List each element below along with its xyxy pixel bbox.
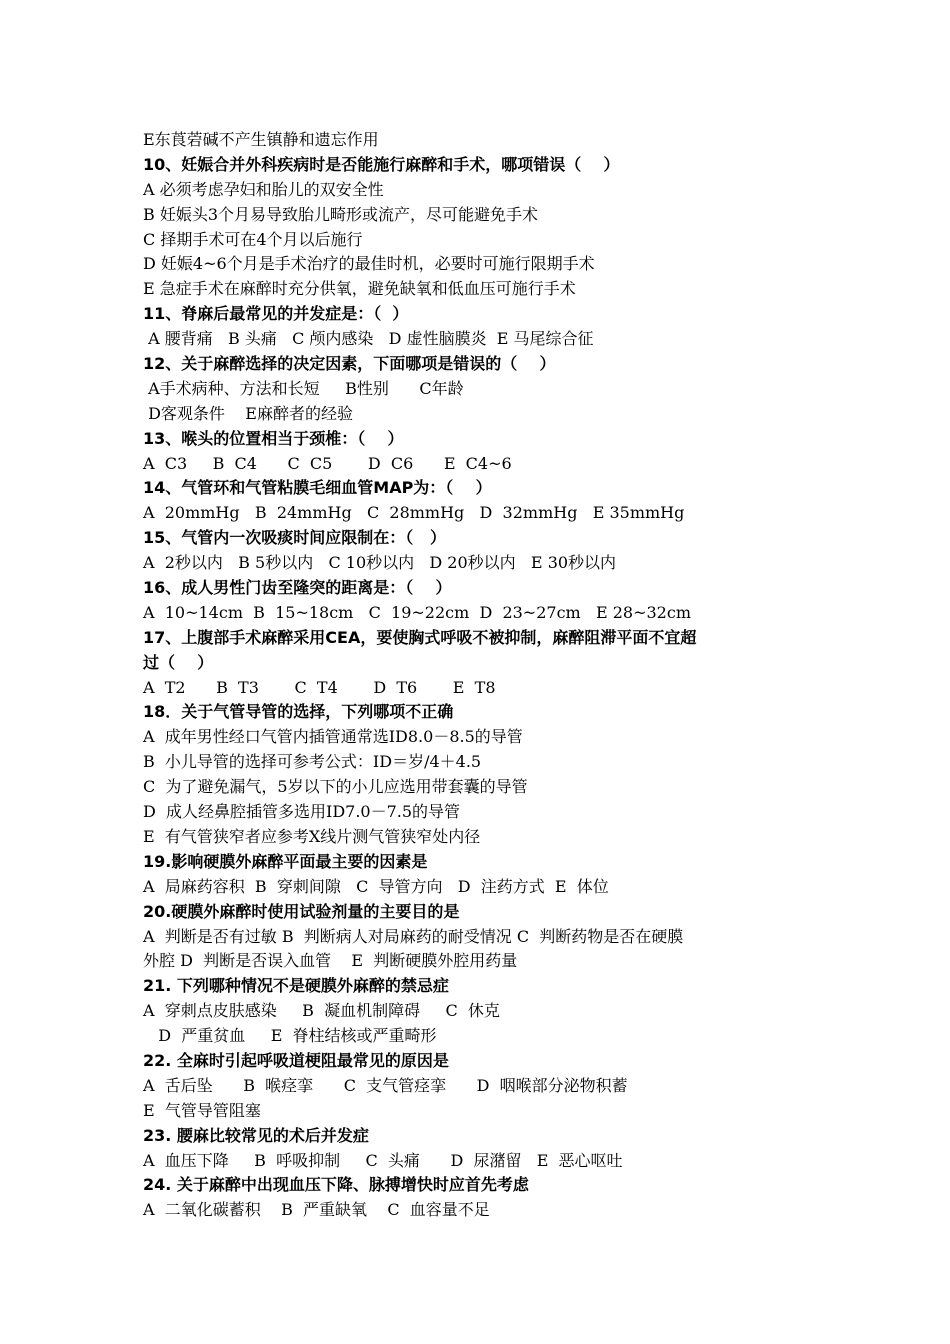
option-line: A 血压下降 B 呼吸抑制 C 头痛 D 尿潴留 E 恶心呕吐 bbox=[143, 1150, 623, 1170]
option-line: D 妊娠4~6个月是手术治疗的最佳时机，必要时可施行限期手术 bbox=[143, 254, 595, 274]
question-line: 20.硬膜外麻醉时使用试验剂量的主要目的是 bbox=[143, 901, 460, 921]
question-line: 24. 关于麻醉中出现血压下降、脉搏增快时应首先考虑 bbox=[143, 1175, 529, 1195]
question-line: 12、关于麻醉选择的决定因素，下面哪项是错误的（ ） bbox=[143, 354, 556, 374]
option-line: 外腔 D 判断是否误入血管 E 判断硬膜外腔用药量 bbox=[143, 951, 518, 971]
option-line: A 必须考虑孕妇和胎儿的双安全性 bbox=[143, 179, 384, 199]
question-line: 14、气管环和气管粘膜毛细血管MAP为：（ ） bbox=[143, 478, 492, 498]
question-line: 17、上腹部手术麻醉采用CEA，要使胸式呼吸不被抑制，麻醉阻滞平面不宜超 bbox=[143, 627, 697, 647]
option-line: A 舌后坠 B 喉痉挛 C 支气管痉挛 D 咽喉部分泌物积蓄 bbox=[143, 1075, 628, 1095]
option-line: A 10~14cm B 15~18cm C 19~22cm D 23~27cm E 28~32cm bbox=[143, 602, 691, 622]
option-line: A手术病种、方法和长短 B性别 C年龄 bbox=[143, 378, 464, 398]
option-line: A T2 B T3 C T4 D T6 E T8 bbox=[143, 677, 496, 697]
question-line: 19.影响硬膜外麻醉平面最主要的因素是 bbox=[143, 851, 428, 871]
question-line: 22. 全麻时引起呼吸道梗阻最常见的原因是 bbox=[143, 1050, 449, 1070]
question-line: 23. 腰麻比较常见的术后并发症 bbox=[143, 1125, 369, 1145]
option-line: A 腰背痛 B 头痛 C 颅内感染 D 虚性脑膜炎 E 马尾综合征 bbox=[143, 329, 594, 349]
question-line: 13、喉头的位置相当于颈椎：（ ） bbox=[143, 428, 404, 448]
option-line: A 20mmHg B 24mmHg C 28mmHg D 32mmHg E 35mmHg bbox=[143, 503, 685, 523]
option-line: A 成年男性经口气管内插管通常选ID8.0－8.5的导管 bbox=[143, 727, 523, 747]
option-line: D 严重贫血 E 脊柱结核或严重畸形 bbox=[143, 1026, 437, 1046]
option-line: E 气管导管阻塞 bbox=[143, 1100, 261, 1120]
option-line: D客观条件 E麻醉者的经验 bbox=[143, 403, 353, 423]
document-page bbox=[143, 128, 823, 1223]
question-line: 11、脊麻后最常见的并发症是：（ ） bbox=[143, 304, 409, 324]
question-line: 16、成人男性门齿至隆突的距离是：（ ） bbox=[143, 578, 452, 598]
option-line: A 判断是否有过敏 B 判断病人对局麻药的耐受情况 C 判断药物是否在硬膜 bbox=[143, 926, 684, 946]
option-line: A 二氧化碳蓄积 B 严重缺氧 C 血容量不足 bbox=[143, 1200, 490, 1220]
option-line: B 妊娠头3个月易导致胎儿畸形或流产，尽可能避免手术 bbox=[143, 204, 539, 224]
option-line: B 小儿导管的选择可参考公式：ID＝岁/4＋4.5 bbox=[143, 752, 482, 772]
option-line: C 择期手术可在4个月以后施行 bbox=[143, 229, 363, 249]
option-line: C 为了避免漏气，5岁以下的小儿应选用带套囊的导管 bbox=[143, 777, 528, 797]
option-line: A 局麻药容积 B 穿刺间隙 C 导管方向 D 注药方式 E 体位 bbox=[143, 876, 609, 896]
option-line: A 穿刺点皮肤感染 B 凝血机制障碍 C 休克 bbox=[143, 1001, 500, 1021]
option-line: A C3 B C4 C C5 D C6 E C4~6 bbox=[143, 453, 512, 473]
option-line: D 成人经鼻腔插管多选用ID7.0－7.5的导管 bbox=[143, 802, 461, 822]
question-line: 18．关于气管导管的选择，下列哪项不正确 bbox=[143, 702, 454, 722]
option-line: E 有气管狭窄者应参考X线片测气管狭窄处内径 bbox=[143, 826, 481, 846]
question-line: 10、妊娠合并外科疾病时是否能施行麻醉和手术，哪项错误（ ） bbox=[143, 154, 620, 174]
option-line: E 急症手术在麻醉时充分供氧，避免缺氧和低血压可施行手术 bbox=[143, 279, 576, 299]
question-line: 过（ ） bbox=[143, 652, 214, 672]
option-line: E东莨菪碱不产生镇静和遗忘作用 bbox=[143, 130, 379, 149]
question-line: 21. 下列哪种情况不是硬膜外麻醉的禁忌症 bbox=[143, 976, 449, 996]
question-line: 15、气管内一次吸痰时间应限制在：（ ） bbox=[143, 528, 446, 548]
option-line: A 2秒以内 B 5秒以内 C 10秒以内 D 20秒以内 E 30秒以内 bbox=[143, 553, 617, 573]
